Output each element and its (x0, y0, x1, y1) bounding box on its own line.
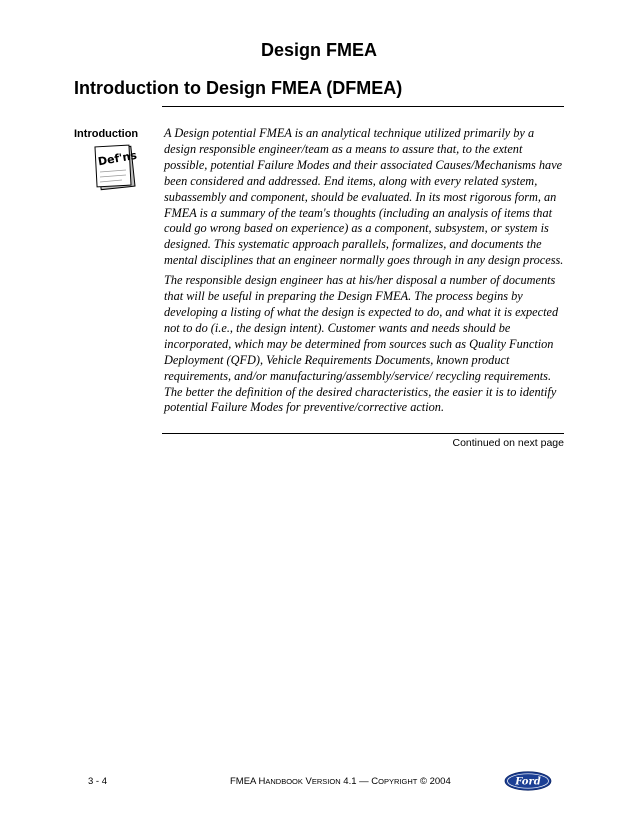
page-title: Design FMEA (260, 40, 377, 60)
paragraph-2: The responsible design engineer has at his/her disposal a number of documents that will be useful in preparing the Design FMEA. The process begins by developing a listing of what the design is expected to do, and what it is expected not to do (i.e., the design intent). Customer wants and needs should be incorporated, which may be determined from sources such as Quality Function Deployment (QFD), Vehicle Requirements Documents, known product requirements, and/or manufacturing/assembly/service/ recycling requirements. The better the definition of the desired characteristics, the easier it is to identify potential Failure Modes for preventive/corrective action. (164, 273, 559, 415)
ford-logo-text: Ford (515, 776, 541, 788)
sidebar-label: Introduction (74, 128, 139, 140)
footer-handbook-version: FMEA HANDBOOK VERSION 4.1 — COPYRIGHT © 2004 (230, 776, 451, 787)
paragraph-1: A Design potential FMEA is an analytical technique utilized primarily by a design responsible engineer/team as a means to assure that, to the extent possible, potential Failure Modes and their associated Causes/Mechanisms have been considered and addressed. End items, along with every related system, subassembly and component, should be evaluated. In its most rigorous form, an FMEA is a summary of the team's thoughts (including an analysis of items that could go wrong based on experience) as a component, subsystem, or system is designed. This systematic approach parallels, formalizes, and documents the mental disciplines that an engineer normally goes through in any design process. (164, 126, 564, 268)
defns-icon-label: Def'ns (96, 148, 138, 169)
footer-page-number: 3 - 4 (88, 776, 108, 787)
top-divider (162, 106, 564, 107)
ford-logo-icon (504, 771, 552, 791)
body-text (164, 126, 564, 420)
defns-icon (92, 142, 138, 192)
section-title: Introduction to Design FMEA (DFMEA) (74, 78, 403, 98)
continued-note: Continued on next page (452, 437, 564, 449)
bottom-divider (162, 433, 564, 434)
